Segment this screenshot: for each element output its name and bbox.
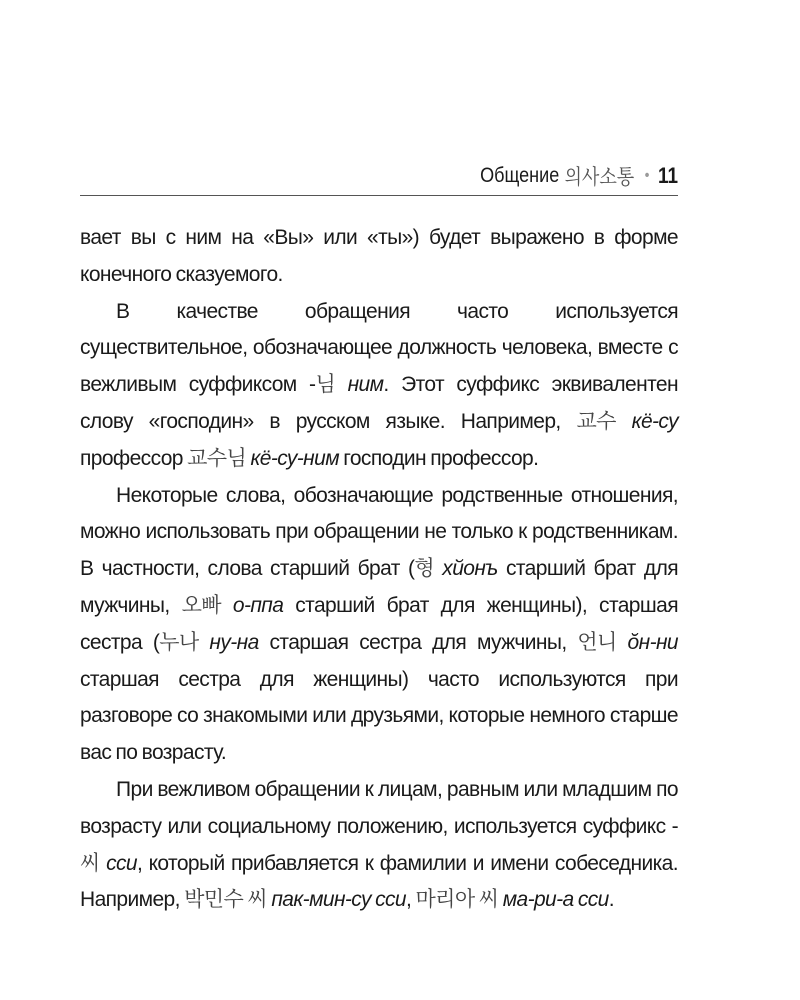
text-run: старший брат для женщины), старшая сестра ( <box>80 593 678 654</box>
transliteration: ŏн-ни <box>627 630 678 654</box>
running-header <box>164 160 678 192</box>
transliteration: кё-су-ним <box>250 446 340 470</box>
text-run: В качестве обращения часто используется существительное, обозначающее должность человека, вместе с вежливым суффиксом - <box>80 299 678 397</box>
header-bullet: • <box>644 167 650 184</box>
text-run: Некоторые слова, обозначающие родственные отношения, можно использовать при обращении не только к родственникам. В частности, слова старший брат ( <box>80 483 678 581</box>
transliteration: ну-на <box>209 630 259 654</box>
korean-word: 교수 <box>576 409 616 433</box>
paragraph-2 <box>80 294 678 478</box>
page-number: 11 <box>657 163 678 188</box>
transliteration: о-ппа <box>232 593 284 617</box>
paragraph-3 <box>80 478 678 772</box>
text-run: господин профессор. <box>339 446 539 470</box>
korean-word: 님 <box>315 373 336 397</box>
text-run: , <box>405 888 416 912</box>
text-run: , который прибавляется к фамилии и имени собеседника. Например, <box>80 851 678 912</box>
text-run: старшая сестра для женщины) часто используются при разговоре со знакомыми или друзьями, которые немного старше вас по возрасту. <box>80 667 678 765</box>
korean-word: 언니 <box>577 630 617 654</box>
transliteration: кё-су <box>631 409 678 433</box>
transliteration: ма-ри-а сси <box>502 888 609 912</box>
transliteration: хйонъ <box>442 557 498 581</box>
header-rule <box>80 195 678 196</box>
text-run: старший брат для мужчины, <box>80 557 678 617</box>
body-text <box>80 220 678 919</box>
header-title-korean: 의사소통 <box>564 166 635 189</box>
korean-word: 교수님 <box>187 446 247 470</box>
transliteration: сси <box>106 851 137 875</box>
text-run: . Этот суффикс эквивалентен слову «господин» в русском языке. Например, <box>80 373 678 433</box>
transliteration: ним <box>347 373 384 397</box>
korean-word: 누나 <box>159 630 199 654</box>
korean-word: 마리아 씨 <box>415 888 499 912</box>
korean-word: 형 <box>414 557 435 581</box>
paragraph-1 <box>80 220 678 294</box>
korean-word: 박민수 씨 <box>184 888 268 912</box>
text-run: вает вы с ним на «Вы» или «ты») будет выражено в форме конечного сказуемого. <box>80 226 678 286</box>
text-run: . <box>608 888 614 912</box>
text-run: При вежливом обращении к лицам, равным или младшим по возрасту или социальному положению, используется суффикс - <box>80 777 678 838</box>
korean-word: 오빠 <box>181 593 221 617</box>
text-run: старшая сестра для мужчины, <box>258 630 578 654</box>
text-run: профессор <box>80 446 188 470</box>
header-title: Общение <box>480 164 560 187</box>
transliteration: пак-мин-су сси <box>271 888 406 912</box>
paragraph-4 <box>80 772 678 919</box>
korean-word: 씨 <box>80 851 100 875</box>
